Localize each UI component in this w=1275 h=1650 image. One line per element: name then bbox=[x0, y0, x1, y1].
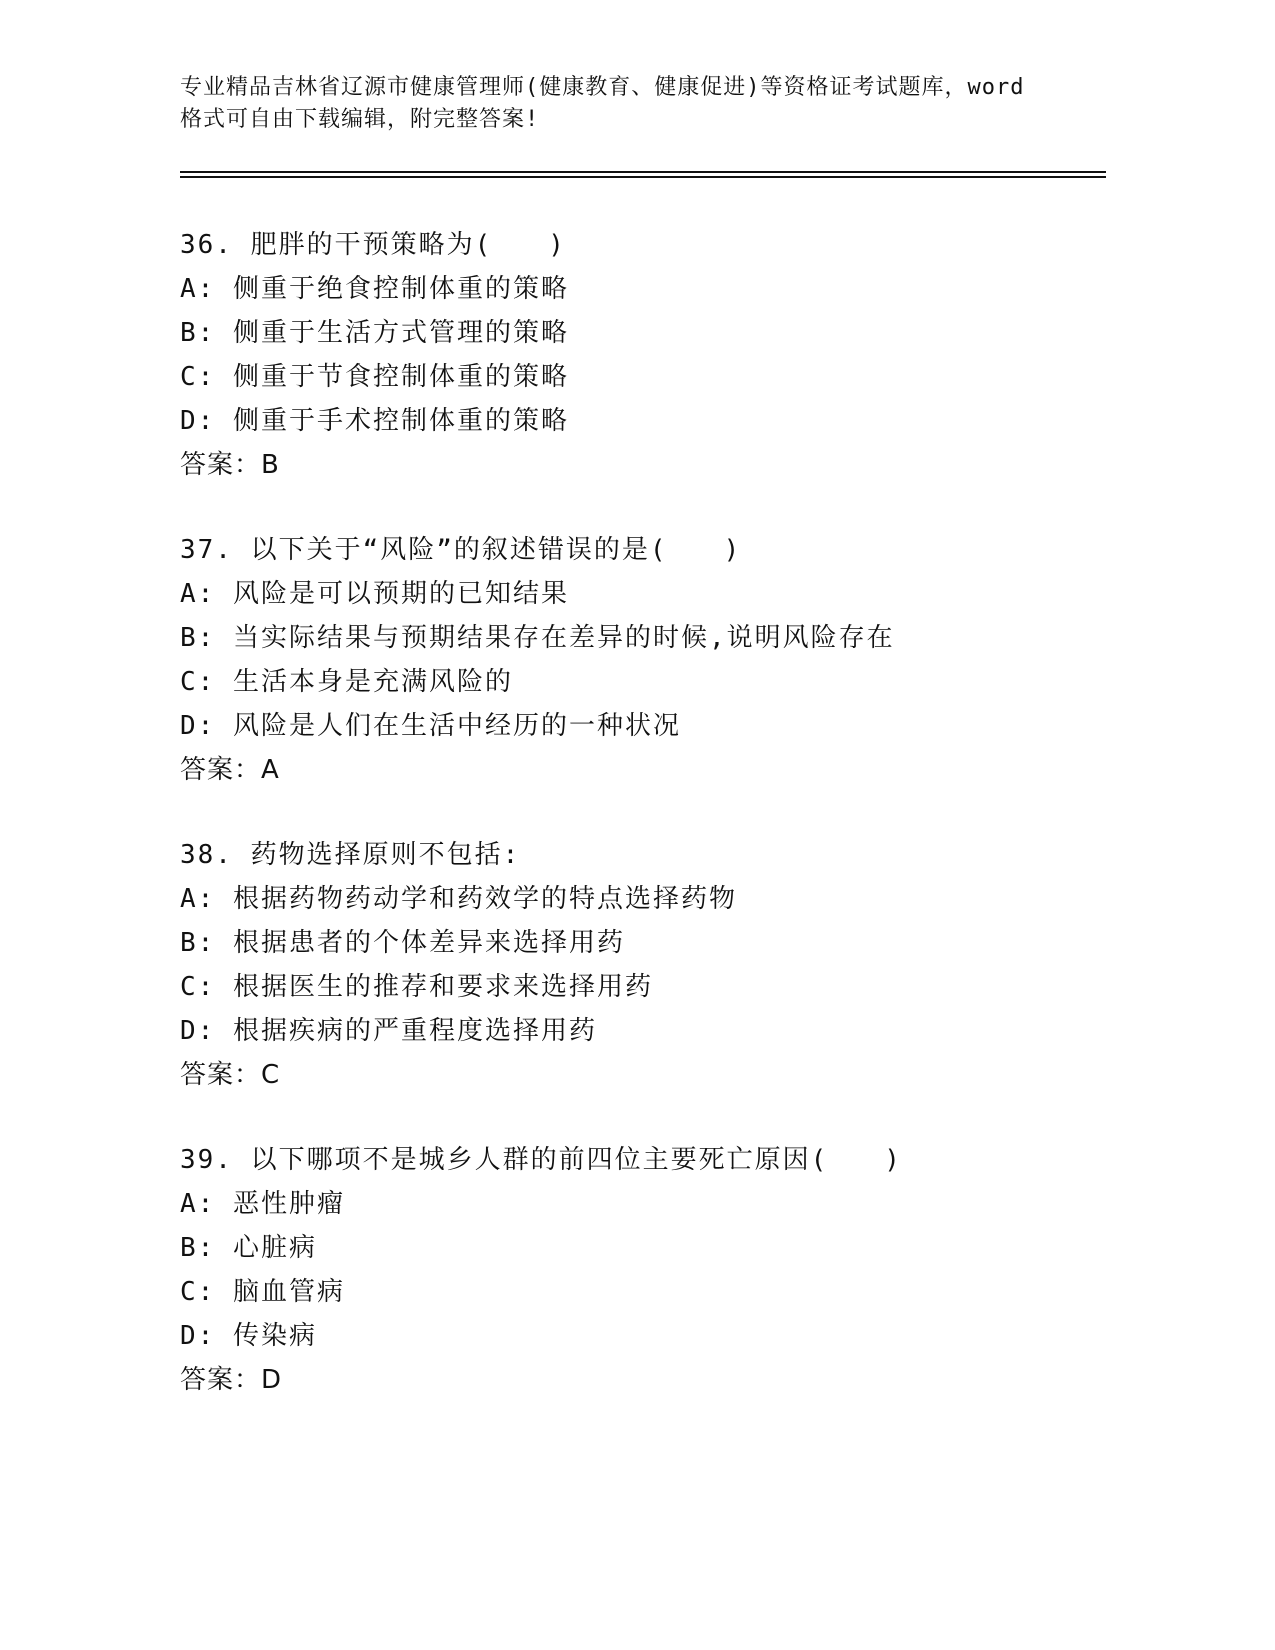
option-a: A: 侧重于绝食控制体重的策略 bbox=[180, 274, 569, 304]
answer-label: 答案： bbox=[180, 450, 262, 480]
option-b: B: 根据患者的个体差异来选择用药 bbox=[180, 928, 625, 958]
option-d: D: 风险是人们在生活中经历的一种状况 bbox=[180, 711, 681, 741]
question-37 bbox=[180, 528, 1080, 792]
answer-line bbox=[180, 1053, 1080, 1097]
answer-line bbox=[180, 1358, 1080, 1402]
option-c: C: 脑血管病 bbox=[180, 1277, 345, 1307]
question-stem: 37. 以下关于“风险”的叙述错误的是( ) bbox=[180, 535, 742, 565]
question-39 bbox=[180, 1138, 1080, 1402]
header-line-1: 专业精品吉林省辽源市健康管理师(健康教育、健康促进)等资格证考试题库，word bbox=[180, 75, 1025, 100]
option-b: B: 当实际结果与预期结果存在差异的时候,说明风险存在 bbox=[180, 623, 895, 653]
answer-label: 答案： bbox=[180, 755, 262, 785]
option-a: A: 根据药物药动学和药效学的特点选择药物 bbox=[180, 884, 737, 914]
header-divider-top bbox=[180, 171, 1106, 173]
answer-value: B bbox=[261, 450, 280, 480]
answer-label: 答案： bbox=[180, 1365, 262, 1395]
question-36 bbox=[180, 223, 1080, 487]
answer-value: D bbox=[261, 1365, 283, 1395]
question-stem: 39. 以下哪项不是城乡人群的前四位主要死亡原因( ) bbox=[180, 1145, 902, 1175]
answer-value: C bbox=[261, 1060, 281, 1090]
option-d: D: 传染病 bbox=[180, 1321, 317, 1351]
answer-line bbox=[180, 748, 1080, 792]
option-a: A: 风险是可以预期的已知结果 bbox=[180, 579, 569, 609]
answer-line bbox=[180, 443, 1080, 487]
question-38 bbox=[180, 833, 1080, 1097]
answer-value: A bbox=[261, 755, 280, 785]
option-c: C: 根据医生的推荐和要求来选择用药 bbox=[180, 972, 653, 1002]
question-stem: 36. 肥胖的干预策略为( ) bbox=[180, 230, 566, 260]
document-header bbox=[180, 72, 1060, 136]
option-c: C: 侧重于节食控制体重的策略 bbox=[180, 362, 569, 392]
option-b: B: 侧重于生活方式管理的策略 bbox=[180, 318, 569, 348]
answer-label: 答案： bbox=[180, 1060, 262, 1090]
header-line-2: 格式可自由下载编辑，附完整答案! bbox=[180, 107, 540, 132]
header-divider-bottom bbox=[180, 176, 1106, 178]
question-stem: 38. 药物选择原则不包括: bbox=[180, 840, 521, 870]
option-b: B: 心脏病 bbox=[180, 1233, 317, 1263]
option-c: C: 生活本身是充满风险的 bbox=[180, 667, 513, 697]
option-a: A: 恶性肿瘤 bbox=[180, 1189, 345, 1219]
option-d: D: 侧重于手术控制体重的策略 bbox=[180, 406, 569, 436]
option-d: D: 根据疾病的严重程度选择用药 bbox=[180, 1016, 597, 1046]
